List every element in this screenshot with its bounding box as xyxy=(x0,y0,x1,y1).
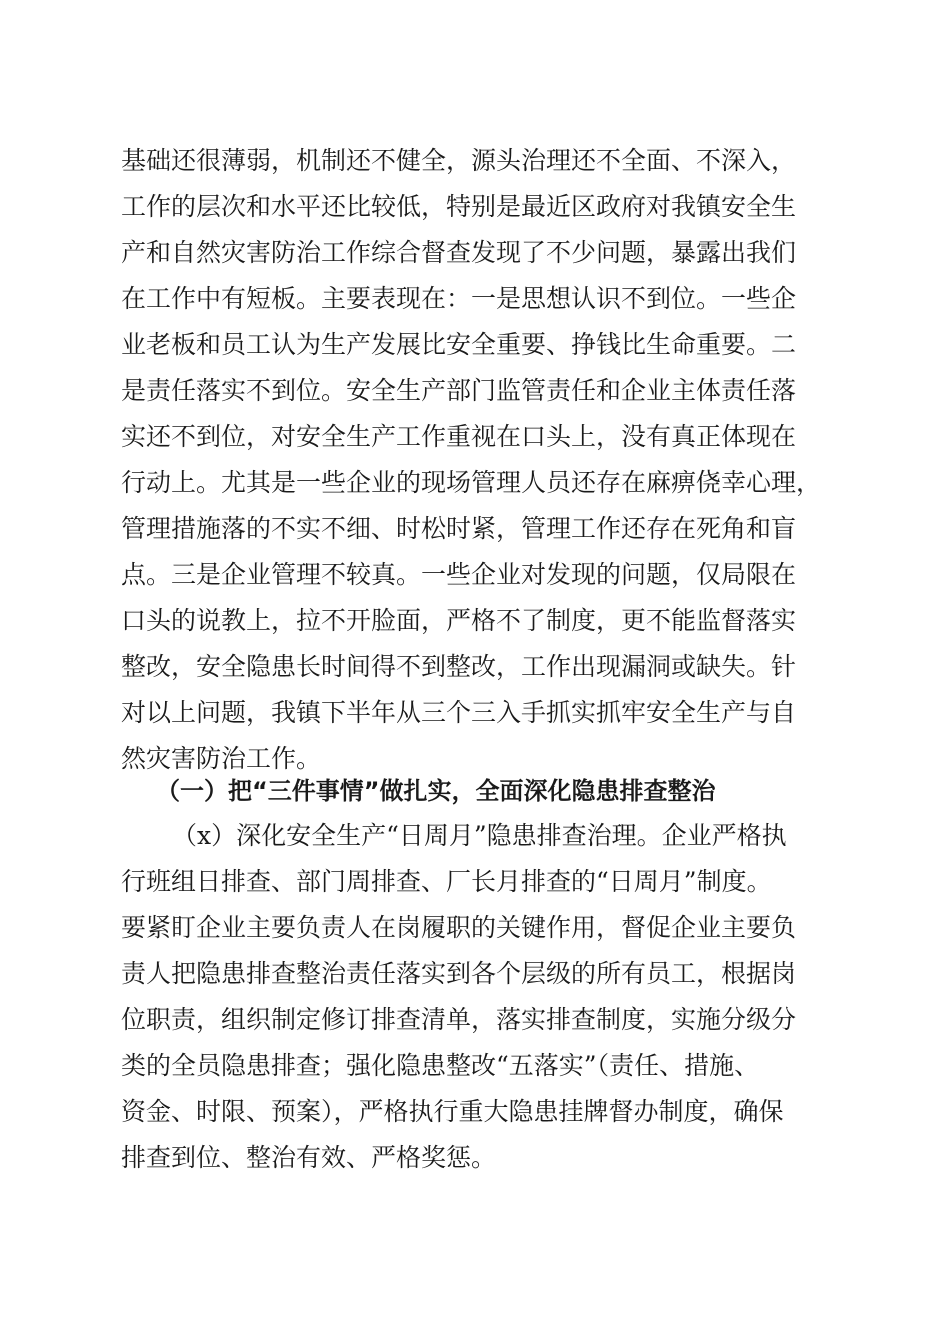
text-line: 行动上。尤其是一些企业的现场管理人员还存在麻痹侥幸心理， xyxy=(121,468,822,497)
text-line: 排查到位、整治有效、严格奖惩。 xyxy=(121,1143,497,1172)
text-line: 产和自然灾害防治工作综合督查发现了不少问题，暴露出我们 xyxy=(121,238,797,267)
text-line: 然灾害防治工作。 xyxy=(121,744,322,773)
text-line: 是责任落实不到位。安全生产部门监管责任和企业主体责任落 xyxy=(121,376,797,405)
section-heading: （一）把“三件事情”做扎实，全面深化隐患排查整治 xyxy=(156,777,716,805)
text-line: 在工作中有短板。主要表现在：一是思想认识不到位。一些企 xyxy=(121,284,797,313)
text-line: 管理措施落的不实不细、时松时紧，管理工作还存在死角和盲 xyxy=(121,514,797,543)
text-line: 基础还很薄弱，机制还不健全，源头治理还不全面、不深入， xyxy=(121,146,797,175)
paragraph-first-line: （x）深化安全生产“日周月”隐患排查治理。企业严格执 xyxy=(172,821,787,850)
text-line: 要紧盯企业主要负责人在岗履职的关键作用，督促企业主要负 xyxy=(121,913,797,942)
text-line: 行班组日排查、部门周排查、厂长月排查的“日周月”制度。 xyxy=(121,867,772,896)
text-line: 工作的层次和水平还比较低，特别是最近区政府对我镇安全生 xyxy=(121,192,797,221)
text-line: 资金、时限、预案），严格执行重大隐患挂牌督办制度，确保 xyxy=(121,1097,784,1126)
text-line: 整改，安全隐患长时间得不到整改，工作出现漏洞或缺失。针 xyxy=(121,652,797,681)
text-line: 对以上问题，我镇下半年从三个三入手抓实抓牢安全生产与自 xyxy=(121,698,797,727)
text-line: 实还不到位，对安全生产工作重视在口头上，没有真正体现在 xyxy=(121,422,797,451)
text-line: 类的全员隐患排查；强化隐患整改“五落实”（责任、措施、 xyxy=(121,1051,760,1080)
text-line: 位职责，组织制定修订排查清单，落实排查制度，实施分级分 xyxy=(121,1005,797,1034)
text-line: 口头的说教上，拉不开脸面，严格不了制度，更不能监督落实 xyxy=(121,606,797,635)
text-line: 业老板和员工认为生产发展比安全重要、挣钱比生命重要。二 xyxy=(121,330,797,359)
text-line: 点。三是企业管理不较真。一些企业对发现的问题，仅局限在 xyxy=(121,560,797,589)
text-line: 责人把隐患排查整治责任落实到各个层级的所有员工，根据岗 xyxy=(121,959,797,988)
